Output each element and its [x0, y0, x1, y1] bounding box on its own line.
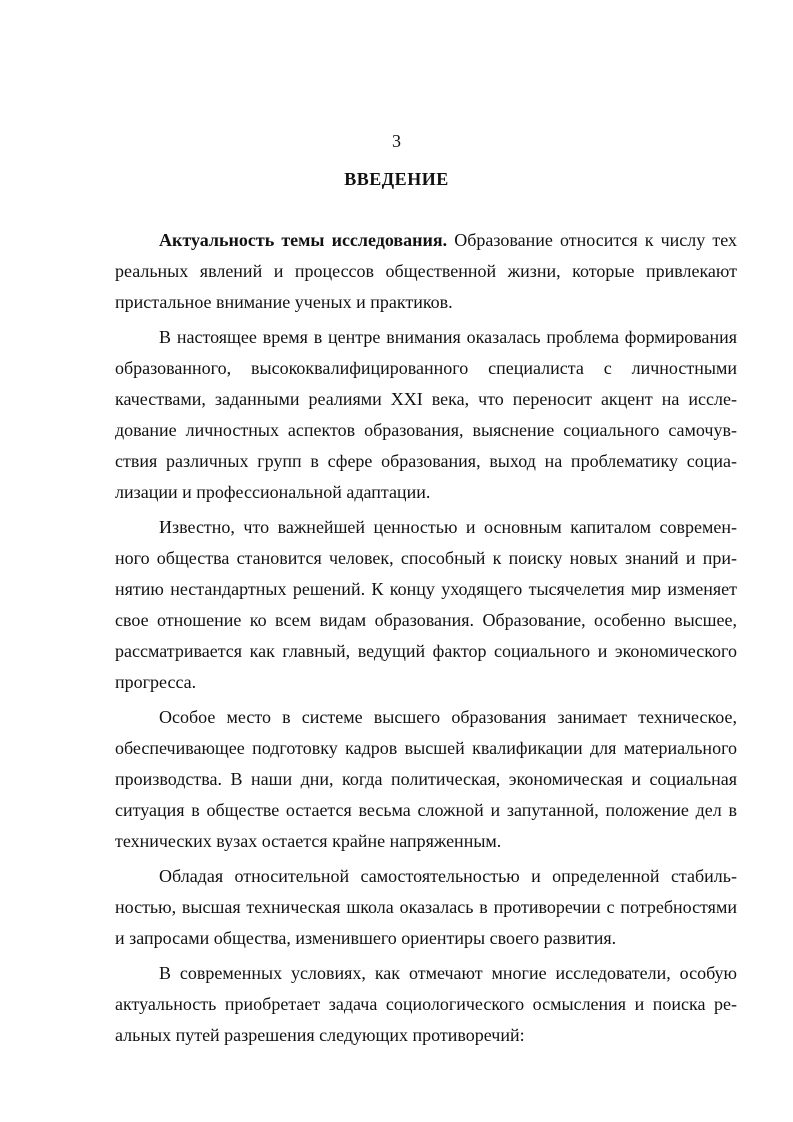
- paragraph-modern-conditions: [115, 958, 737, 1051]
- section-heading: ВВЕДЕНИЕ: [344, 169, 449, 189]
- paragraph-text: В настоящее время в центре внимания оказалась проблема формирования образованного, высококвалифицированного специалиста с личностными качествами, заданными реалиями XXI века, что переносит акцент на исследование личностных аспектов образования, выяснение социального самочувствия различных групп в сфере образования, выход на проблематику социализации и профессиональной адаптации.: [115, 327, 737, 502]
- body-text: [115, 225, 737, 1051]
- paragraph-relevance: [115, 225, 737, 318]
- paragraph-technical-education: [115, 702, 737, 857]
- paragraph-text: Обладая относительной самостоятельностью и определенной стабильностью, высшая техническая школа оказалась в противоречии с потребностями и запросами общества, изменившего ориентиры своего развития.: [115, 866, 737, 948]
- paragraph-lead: Актуальность темы исследования.: [159, 230, 448, 250]
- paragraph-focus: [115, 322, 737, 508]
- paragraph-text: Известно, что важнейшей ценностью и основным капиталом современного общества становится человек, способный к поиску новых знаний и принятию нестандартных решений. К концу уходящего тысячелетия мир изменяет свое отношение ко всем видам образования. Образование, особенно высшее, рассматривается как главный, ведущий фактор социального и экономического прогресса.: [115, 517, 737, 692]
- paragraph-text: Образование относится к числу тех реальных явлений и процессов общественной жизни, которые привлекают пристальное внимание ученых и практиков.: [115, 230, 737, 312]
- paragraph-text: Особое место в системе высшего образования занимает техническое, обеспечивающее подготовку кадров высшей квалификации для материального производства. В наши дни, когда политическая, экономическая и социальная ситуация в обществе остается весьма сложной и запутанной, положение дел в технических вузах остается крайне напряженным.: [115, 707, 737, 851]
- paragraph-text: В современных условиях, как отмечают многие исследователи, особую актуальность приобретает задача социологического осмысления и поиска реальных путей разрешения следующих противоречий:: [115, 963, 737, 1045]
- paragraph-contradiction: [115, 861, 737, 954]
- paragraph-values: [115, 512, 737, 698]
- page-number: 3: [392, 131, 401, 151]
